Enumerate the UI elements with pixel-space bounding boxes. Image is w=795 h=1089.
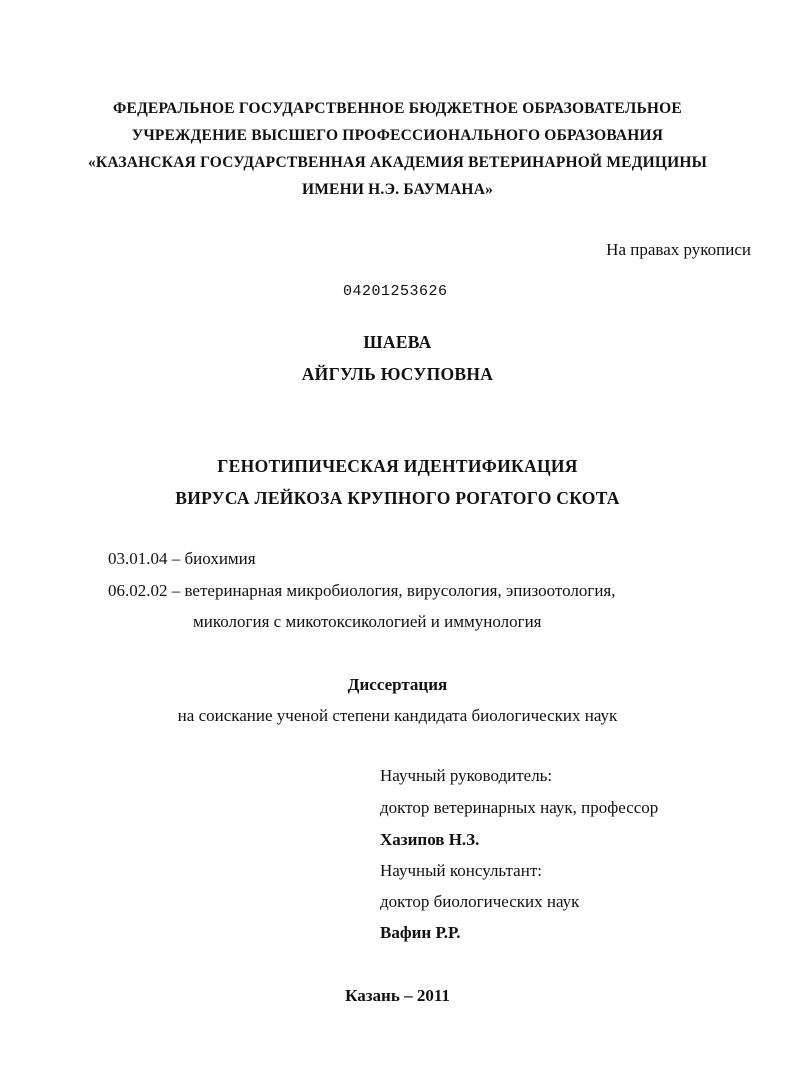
place-year: Казань – 2011 (345, 986, 450, 1005)
work-type-label: Диссертация (347, 675, 448, 694)
registration-number: 04201253626 (343, 283, 448, 300)
manuscript-rights: На правах рукописи (606, 240, 751, 259)
consultant-title: доктор биологических наук (380, 892, 580, 911)
specialty-2-line-2: микология с микотоксикологией и иммунология (193, 612, 542, 631)
thesis-title-line-1: ГЕНОТИПИЧЕСКАЯ ИДЕНТИФИКАЦИЯ (217, 456, 578, 476)
author-given-names: АЙГУЛЬ ЮСУПОВНА (301, 364, 494, 384)
author-surname: ШАЕВА (363, 332, 432, 352)
institution-line-3: «КАЗАНСКАЯ ГОСУДАРСТВЕННАЯ АКАДЕМИЯ ВЕТЕРИНАРНОЙ МЕДИЦИНЫ (87, 154, 708, 171)
institution-line-2: УЧРЕЖДЕНИЕ ВЫСШЕГО ПРОФЕССИОНАЛЬНОГО ОБРАЗОВАНИЯ (131, 127, 664, 144)
specialty-2-line-1: 06.02.02 – ветеринарная микробиология, вирусология, эпизоотология, (108, 581, 616, 600)
institution-line-1: ФЕДЕРАЛЬНОЕ ГОСУДАРСТВЕННОЕ БЮДЖЕТНОЕ ОБРАЗОВАТЕЛЬНОЕ (113, 100, 682, 117)
institution-line-4: ИМЕНИ Н.Э. БАУМАНА» (301, 181, 494, 198)
consultant-label: Научный консультант: (380, 861, 542, 880)
supervisor-name: Хазипов Н.З. (380, 830, 480, 849)
thesis-title-line-2: ВИРУСА ЛЕЙКОЗА КРУПНОГО РОГАТОГО СКОТА (175, 488, 620, 508)
supervisor-label: Научный руководитель: (380, 766, 553, 785)
supervisor-title: доктор ветеринарных наук, профессор (380, 798, 659, 817)
specialty-1: 03.01.04 – биохимия (108, 549, 256, 568)
consultant-name: Вафин Р.Р. (380, 923, 461, 942)
degree-statement: на соискание ученой степени кандидата биологических наук (177, 706, 618, 725)
